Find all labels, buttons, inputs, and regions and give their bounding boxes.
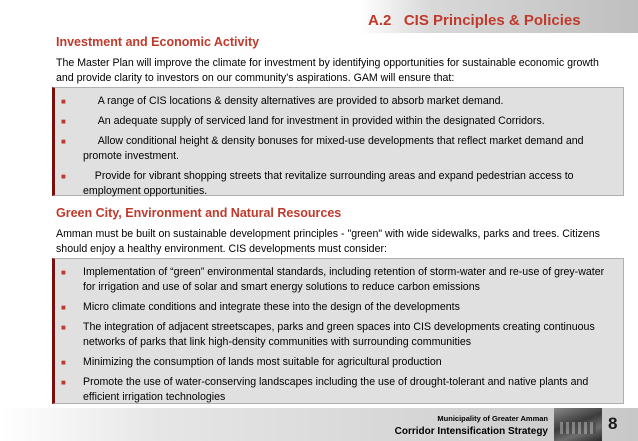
bullet-list-investment [61,94,615,199]
list-item [61,320,615,350]
bullet-text: The integration of adjacent streetscapes, parks and green spaces into CIS developments creating continuous networks of parks that link high-density communities with surrounding communities [83,321,595,348]
bullet-list-green-city [61,265,615,405]
square-bullet-icon: ■ [61,358,66,367]
bullet-text: Provide for vibrant shopping streets that revitalize surrounding areas and expand pedestrian access to employment opportunities. [83,170,577,197]
list-item [61,265,615,295]
page-number: 8 [608,414,618,433]
city-photo-thumbnail [554,408,602,441]
bullet-text: Micro climate conditions and integrate these into the design of the developments [83,301,460,313]
list-item [61,355,615,370]
bullet-box-investment [52,87,624,196]
list-item [61,300,615,315]
section-intro-investment: The Master Plan will improve the climate for investment by identifying opportunities for sustainable economic growth and provide clarity to investors on our community's aspirations. GAM will ensure that: [56,57,599,84]
square-bullet-icon: ■ [61,268,66,277]
section-heading-investment: Investment and Economic Activity [56,35,260,49]
bullet-box-green-city [52,258,624,404]
bullet-text: Allow conditional height & density bonuses for mixed-use developments that reflect market demand and promote investment. [83,135,587,162]
square-bullet-icon: ■ [61,137,66,146]
section-heading-green-city: Green City, Environment and Natural Resources [56,206,342,220]
list-item [61,134,615,164]
square-bullet-icon: ■ [61,97,66,106]
list-item [61,375,615,405]
list-item [61,94,615,109]
bullet-text: Promote the use of water-conserving landscapes including the use of drought-tolerant and native plants and efficient irrigation technologies [83,376,589,403]
bullet-text: Minimizing the consumption of lands most suitable for agricultural production [83,356,442,368]
page-title: A.2 CIS Principles & Policies [368,12,581,29]
square-bullet-icon: ■ [61,378,66,387]
bullet-text: Implementation of “green” environmental standards, including retention of storm-water and re-use of grey-water for irrigation and use of solar and smart energy solutions to reduce carbon emissions [83,266,605,293]
square-bullet-icon: ■ [61,323,66,332]
footer-organization: Municipality of Greater Amman [437,414,548,423]
list-item [61,114,615,129]
bullet-text: A range of CIS locations & density alternatives are provided to absorb market demand. [83,95,504,107]
square-bullet-icon: ■ [61,303,66,312]
footer-strategy-title: Corridor Intensification Strategy [394,426,548,437]
square-bullet-icon: ■ [61,117,66,126]
square-bullet-icon: ■ [61,172,66,181]
section-intro-green-city: Amman must be built on sustainable development principles - "green" with wide sidewalks, parks and trees. Citizens should enjoy a healthy environment. CIS developments must consider: [56,228,600,255]
bullet-text: An adequate supply of serviced land for investment in provided within the designated Corridors. [83,115,545,127]
list-item [61,169,615,199]
